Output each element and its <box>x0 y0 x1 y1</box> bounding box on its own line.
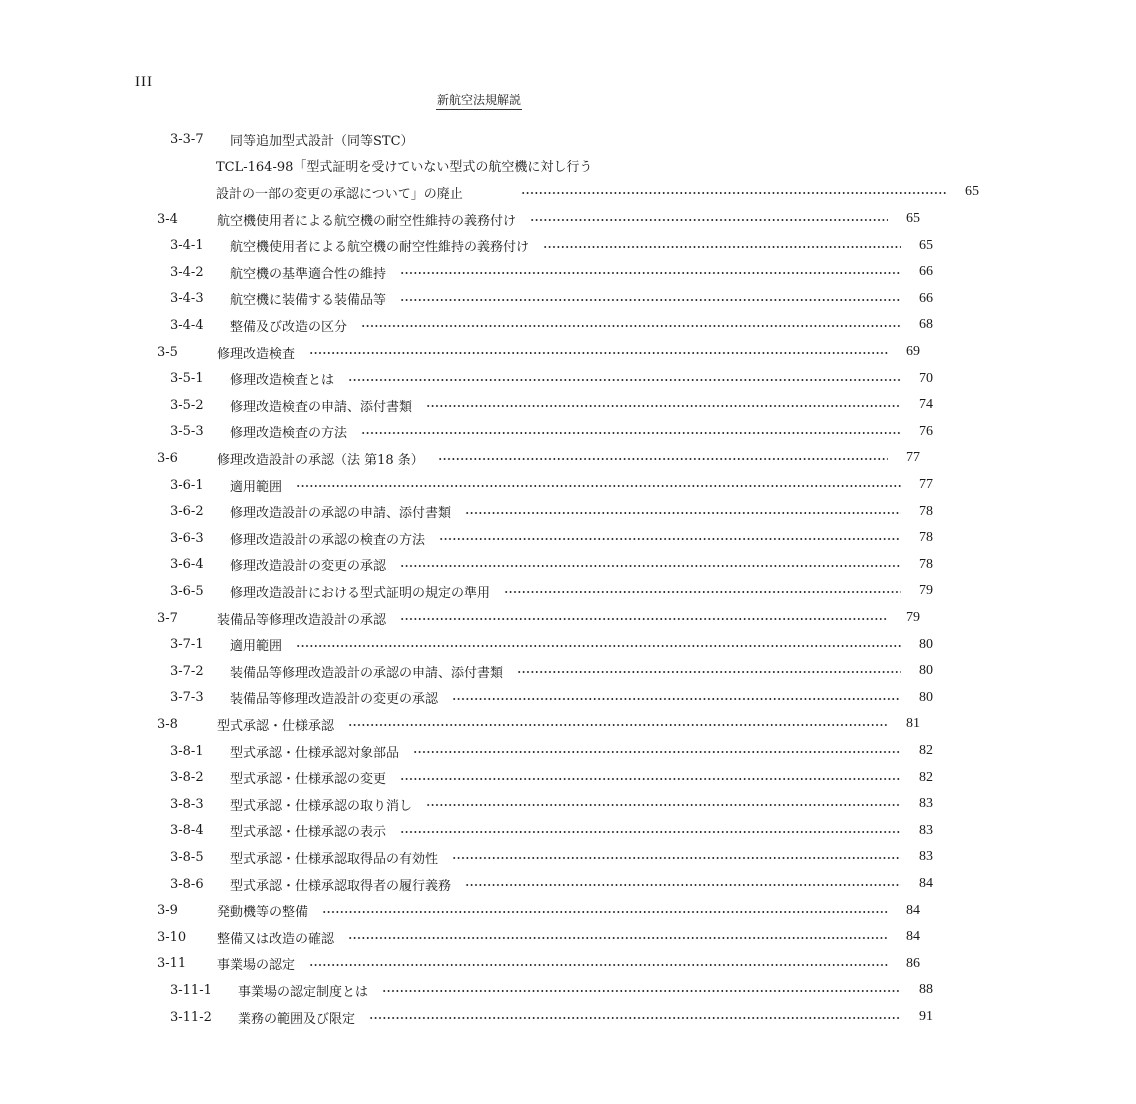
toc-entry-title: 装備品等修理改造設計の承認の申請、添付書類 <box>230 665 504 681</box>
toc-entry-title: 修理改造検査とは <box>230 373 335 389</box>
toc-entry-number: 3-6 <box>157 450 178 466</box>
dot-leader <box>400 778 901 780</box>
toc-entry-title: 修理改造設計の承認（法 第18 条） <box>217 452 424 468</box>
toc-entry-3-8[interactable] <box>0 711 1077 737</box>
toc-entry-title: 修理改造設計の承認の申請、添付書類 <box>230 506 452 522</box>
toc-entry-3-7-3[interactable] <box>0 685 1090 711</box>
toc-entry-3-6-4[interactable] <box>0 552 1090 578</box>
toc-entry-page: 82 <box>919 769 933 785</box>
toc-entry-title-line3: 設計の一部の変更の承認について」の廃止 <box>216 186 463 202</box>
toc-entry-title: 業務の範囲及び限定 <box>238 1011 356 1027</box>
dot-leader <box>543 246 901 248</box>
toc-entry-page: 65 <box>906 211 920 226</box>
toc-entry-number: 3-5 <box>157 344 178 360</box>
toc-entry-title: 航空機使用者による航空機の耐空性維持の義務付け <box>230 240 530 256</box>
dot-leader <box>438 458 888 460</box>
toc-entry-number: 3-8-4 <box>170 823 204 839</box>
toc-entry-page: 66 <box>919 290 933 306</box>
toc-entry-title: 事業場の認定制度とは <box>238 984 369 1000</box>
toc-entry-number: 3-7-2 <box>170 663 204 679</box>
toc-entry-title: 適用範囲 <box>230 479 283 495</box>
toc-entry-3-8-4[interactable] <box>0 818 1090 844</box>
toc-entry-number: 3-10 <box>157 929 187 945</box>
toc-entry-page: 82 <box>919 743 933 758</box>
toc-entry-page: 80 <box>919 663 933 679</box>
toc-entry-number: 3-7-1 <box>170 637 204 653</box>
toc-entry-3-5-2[interactable] <box>0 392 1090 418</box>
dot-leader <box>309 964 888 966</box>
toc-entry-3-6-1[interactable] <box>0 472 1090 498</box>
toc-entry-3-5-1[interactable] <box>0 366 1090 392</box>
toc-entry-page: 83 <box>919 796 933 812</box>
toc-entry-number: 3-7 <box>157 610 178 626</box>
toc-entry-3-11-2[interactable] <box>0 1004 1090 1030</box>
toc-entry-page: 78 <box>919 530 933 546</box>
toc-entry-number: 3-4-1 <box>170 238 204 254</box>
page-number: III <box>135 74 153 90</box>
running-header <box>0 91 920 110</box>
toc-entry-number: 3-6-3 <box>170 530 204 546</box>
dot-leader <box>465 884 901 886</box>
toc-entry-page: 83 <box>919 822 933 838</box>
dot-leader <box>426 405 901 407</box>
toc-entry-3-6-2[interactable] <box>0 499 1090 525</box>
toc-entry-page: 74 <box>919 397 933 413</box>
toc-entry-page: 84 <box>906 929 920 945</box>
toc-entry-3-4-2[interactable] <box>0 259 1090 285</box>
dot-leader <box>296 645 901 647</box>
toc-entry-title: 航空機の基準適合性の維持 <box>230 266 387 282</box>
toc-entry-3-11[interactable] <box>0 951 1077 977</box>
toc-entry-number: 3-9 <box>157 903 178 919</box>
dot-leader <box>452 857 901 859</box>
toc-entry-page: 84 <box>919 876 933 891</box>
toc-entry-3-4-3[interactable] <box>0 286 1090 312</box>
toc-entry-title: 型式承認・仕様承認対象部品 <box>230 745 400 761</box>
dot-leader <box>400 565 901 567</box>
running-title: 新航空法規解説 <box>436 91 522 110</box>
toc-entry-page: 91 <box>919 1009 933 1024</box>
toc-entry-number: 3-11 <box>157 956 187 972</box>
toc-entry-number: 3-7-3 <box>170 690 204 706</box>
dot-leader <box>530 219 888 221</box>
dot-leader <box>348 937 888 939</box>
toc-entry-page: 83 <box>919 849 933 865</box>
dot-leader <box>413 751 901 753</box>
toc-entry-title: 型式承認・仕様承認の変更 <box>230 772 387 788</box>
toc-entry-title: 整備及び改造の区分 <box>230 319 348 335</box>
toc-entry-title: 修理改造検査の申請、添付書類 <box>230 399 413 415</box>
dot-leader <box>309 352 888 354</box>
toc-entry-page: 86 <box>906 955 920 971</box>
toc-entry-3-8-6[interactable] <box>0 871 1090 897</box>
toc-entry-3-7-1[interactable] <box>0 632 1090 658</box>
toc-entry-number: 3-5-1 <box>170 371 204 387</box>
toc-entry-3-6[interactable] <box>0 445 1077 471</box>
toc-entry-3-8-3[interactable] <box>0 791 1090 817</box>
dot-leader <box>400 618 888 620</box>
toc-entry-number: 3-4-3 <box>170 291 204 307</box>
toc-entry-number: 3-8-1 <box>170 743 204 759</box>
toc-entry-page: 69 <box>906 344 920 359</box>
toc-entry-number: 3-6-4 <box>170 557 204 573</box>
toc-entry-page: 77 <box>919 477 933 492</box>
dot-leader <box>517 671 901 673</box>
toc-entry-number: 3-11-2 <box>170 1009 212 1025</box>
toc-entry-number: 3-5-2 <box>170 397 204 413</box>
toc-entry-3-3-7[interactable] <box>0 126 1090 152</box>
toc-entry-page: 68 <box>919 317 933 333</box>
toc-entry-page: 80 <box>919 689 933 705</box>
toc-entry-number: 3-3-7 <box>170 131 204 147</box>
dot-leader <box>452 698 901 700</box>
toc-entry-page: 84 <box>906 902 920 918</box>
toc-entry-continuation <box>0 152 1136 178</box>
toc-entry-number: 3-5-3 <box>170 424 204 440</box>
toc-entry-number: 3-6-5 <box>170 583 204 599</box>
toc-entry-3-4-1[interactable] <box>0 233 1090 259</box>
toc-entry-title: 航空機使用者による航空機の耐空性維持の義務付け <box>217 213 517 229</box>
toc-entry-title: 型式承認・仕様承認の取り消し <box>230 798 413 814</box>
toc-entry-title: 航空機に装備する装備品等 <box>230 293 387 309</box>
toc-entry-3-10[interactable] <box>0 924 1077 950</box>
toc-entry-title: 修理改造検査 <box>217 346 296 362</box>
toc-entry-page: 65 <box>919 237 933 253</box>
toc-entry-number: 3-8-5 <box>170 849 204 865</box>
toc-entry-title: 修理改造設計の変更の承認 <box>230 559 387 575</box>
toc-entry-number: 3-8-6 <box>170 876 204 892</box>
toc-entry-page: 80 <box>919 636 933 652</box>
toc-entry-title: 型式承認・仕様承認の表示 <box>230 825 387 841</box>
toc-entry-page: 78 <box>919 503 933 519</box>
toc-entry-title: 適用範囲 <box>230 639 283 655</box>
toc-entry-number: 3-6-2 <box>170 504 204 520</box>
toc-entry-number: 3-8 <box>157 716 178 732</box>
toc-entry-title: 修理改造検査の方法 <box>230 426 348 442</box>
dot-leader <box>361 432 901 434</box>
toc-entry-page: 70 <box>919 370 933 386</box>
toc-entry-title: 型式承認・仕様承認取得者の履行義務 <box>230 878 452 894</box>
dot-leader <box>504 591 901 593</box>
toc-entry-title: 同等追加型式設計（同等STC） <box>230 133 414 149</box>
toc-entry-page: 81 <box>906 716 920 732</box>
dot-leader <box>439 538 901 540</box>
toc-entry-3-8-1[interactable] <box>0 738 1090 764</box>
toc-entry-title: 修理改造設計における型式証明の規定の準用 <box>230 585 491 601</box>
toc-entry-page: 88 <box>919 982 933 998</box>
toc-entry-number: 3-8-2 <box>170 770 204 786</box>
toc-entry-3-7-2[interactable] <box>0 658 1090 684</box>
dot-leader <box>426 804 901 806</box>
toc-entry-3-11-1[interactable] <box>0 977 1090 1003</box>
toc-entry-title: 型式承認・仕様承認取得品の有効性 <box>230 851 439 867</box>
toc-entry-continuation[interactable] <box>0 179 1136 205</box>
toc-entry-page: 66 <box>919 264 933 280</box>
toc-entry-3-8-5[interactable] <box>0 844 1090 870</box>
toc-entry-page: 79 <box>906 610 920 625</box>
toc-entry-title: 事業場の認定 <box>217 958 296 974</box>
toc-entry-3-4[interactable] <box>0 206 1077 232</box>
toc-entry-title: 装備品等修理改造設計の変更の承認 <box>230 692 439 708</box>
toc-entry-number: 3-4-4 <box>170 317 204 333</box>
dot-leader <box>348 724 888 726</box>
toc-entry-number: 3-11-1 <box>170 982 212 998</box>
dot-leader <box>400 831 901 833</box>
dot-leader <box>322 911 888 913</box>
toc-entry-number: 3-4 <box>157 211 178 227</box>
toc-entry-number: 3-4-2 <box>170 264 204 280</box>
toc-entry-3-7[interactable] <box>0 605 1077 631</box>
toc-entry-3-9[interactable] <box>0 898 1077 924</box>
toc-entry-page: 77 <box>906 450 920 466</box>
dot-leader <box>465 512 901 514</box>
toc-entry-number: 3-8-3 <box>170 796 204 812</box>
dot-leader <box>369 1017 901 1019</box>
dot-leader <box>296 485 901 487</box>
dot-leader <box>382 990 901 992</box>
toc-entry-3-6-3[interactable] <box>0 525 1090 551</box>
toc-entry-title: 発動機等の整備 <box>217 905 309 921</box>
dot-leader <box>400 299 901 301</box>
dot-leader <box>521 192 947 194</box>
dot-leader <box>348 379 901 381</box>
toc-entry-page: 78 <box>919 556 933 572</box>
toc-entry-title: 修理改造設計の承認の検査の方法 <box>230 532 426 548</box>
toc-entry-page: 76 <box>919 423 933 439</box>
toc-entry-page: 79 <box>919 583 933 599</box>
toc-entry-3-8-2[interactable] <box>0 765 1090 791</box>
toc-entry-3-5-3[interactable] <box>0 419 1090 445</box>
dot-leader <box>361 325 901 327</box>
toc-entry-title: 整備又は改造の確認 <box>217 931 335 947</box>
dot-leader <box>400 272 901 274</box>
toc-entry-3-4-4[interactable] <box>0 312 1090 338</box>
toc-entry-title: 型式承認・仕様承認 <box>217 718 335 734</box>
toc-entry-3-6-5[interactable] <box>0 578 1090 604</box>
toc-entry-page: 65 <box>965 184 979 199</box>
toc-entry-title-line2: TCL-164-98「型式証明を受けていない型式の航空機に対し行う <box>216 159 593 175</box>
toc-entry-3-5[interactable] <box>0 339 1077 365</box>
toc-entry-number: 3-6-1 <box>170 477 204 493</box>
toc-entry-title: 装備品等修理改造設計の承認 <box>217 612 387 628</box>
